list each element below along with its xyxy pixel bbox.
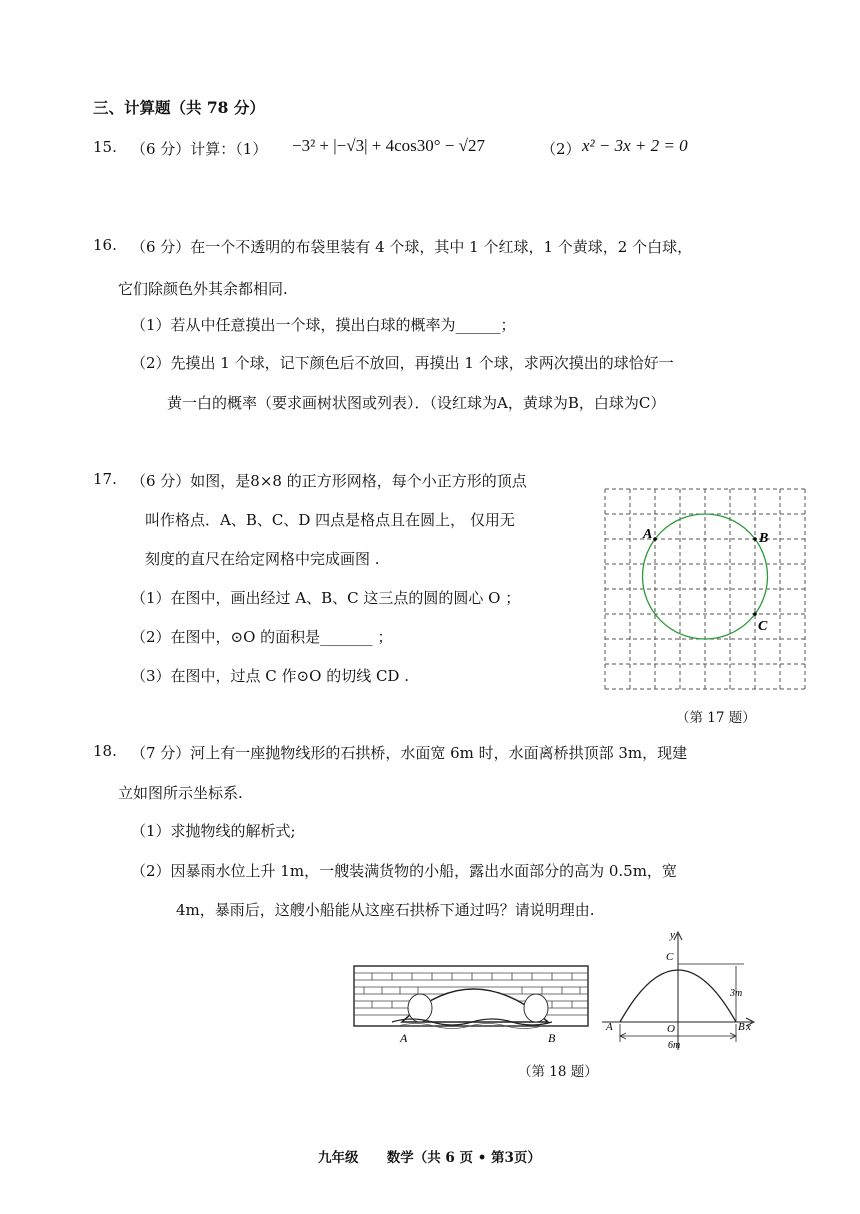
q15-expression-1: −3² + |−√3| + 4cos30° − √27: [292, 136, 485, 155]
q18-stem-line2: 立如图所示坐标系.: [118, 784, 243, 802]
section-title: 三、计算题（共 78 分）: [93, 98, 265, 117]
q16-part2-line1: （2）先摸出 1 个球，记下颜色后不放回，再摸出 1 个球，求两次摸出的球恰好一: [131, 354, 674, 372]
q16-number: 16.: [93, 236, 117, 254]
graph-label-x: x: [746, 1021, 751, 1033]
q16-stem-line2: 它们除颜色外其余都相同.: [118, 280, 288, 298]
q18-part1: （1）求抛物线的解析式;: [131, 822, 296, 840]
q16-stem-line1: （6 分）在一个不透明的布袋里装有 4 个球，其中 1 个红球，1 个黄球，2 个白球，: [131, 238, 693, 256]
graph-label-y: y: [670, 929, 675, 941]
q17-caption: （第 17 题）: [676, 710, 756, 726]
parabola-graph: [598, 928, 758, 1054]
q17-part2: （2）在图中，⊙O 的面积是_______ ；: [131, 628, 393, 646]
q17-part3: （3）在图中，过点 C 作⊙O 的切线 CD .: [131, 667, 409, 685]
q18-number: 18.: [93, 742, 117, 760]
q17-grid-figure: [600, 484, 812, 696]
q15-part2-label: （2）: [541, 140, 581, 158]
graph-label-width: 6m: [668, 1040, 681, 1051]
q18-part2-line2: 4m，暴雨后，这艘小船能从这座石拱桥下通过吗？请说明理由.: [176, 901, 595, 919]
q18-stem-line1: （7 分）河上有一座抛物线形的石拱桥，水面宽 6m 时，水面离桥拱顶部 3m，现建: [131, 744, 688, 762]
q17-stem-line3: 刻度的直尺在给定网格中完成画图 .: [145, 550, 380, 568]
q17-stem-line1: （6 分）如图，是8×8 的正方形网格，每个小正方形的顶点: [131, 472, 527, 490]
q16-part2-line2: 黄一白的概率（要求画树状图或列表）．（设红球为A，黄球为B，白球为C）: [167, 394, 666, 412]
bridge-label-b: B: [548, 1031, 556, 1045]
q15-number: 15.: [93, 138, 117, 156]
dashed-grid: [605, 489, 805, 689]
graph-label-a: A: [606, 1021, 613, 1033]
graph-label-c: C: [666, 951, 674, 963]
graph-label-o: O: [667, 1023, 675, 1035]
q18-caption: （第 18 题）: [518, 1064, 598, 1080]
point-b: [753, 537, 757, 541]
q18-part2-line1: （2）因暴雨水位上升 1m，一艘装满货物的小船，露出水面部分的高为 0.5m，宽: [131, 862, 677, 880]
bridge-illustration: [352, 958, 592, 1048]
bridge-label-a: A: [400, 1031, 408, 1045]
point-c: [753, 612, 757, 616]
graph-label-b: B: [738, 1021, 745, 1033]
q15-lead: （6 分）计算：（1）: [131, 140, 268, 158]
label-c: C: [758, 619, 768, 634]
label-a: A: [643, 527, 653, 542]
label-b: B: [759, 531, 769, 546]
q17-number: 17.: [93, 470, 117, 488]
page-footer: 九年级 数学（共 6 页 • 第3页）: [318, 1150, 541, 1166]
graph-label-height: 3m: [730, 988, 743, 999]
q17-stem-line2: 叫作格点．A、B、C、D 四点是格点且在圆上， 仅用无: [145, 511, 515, 529]
point-a: [653, 537, 657, 541]
q17-part1: （1）在图中，画出经过 A、B、C 这三点的圆的圆心 O ；: [131, 589, 521, 607]
q15-expression-2: x² − 3x + 2 = 0: [582, 136, 688, 155]
q16-part1: （1）若从中任意摸出一个球，摸出白球的概率为______；: [131, 316, 516, 334]
